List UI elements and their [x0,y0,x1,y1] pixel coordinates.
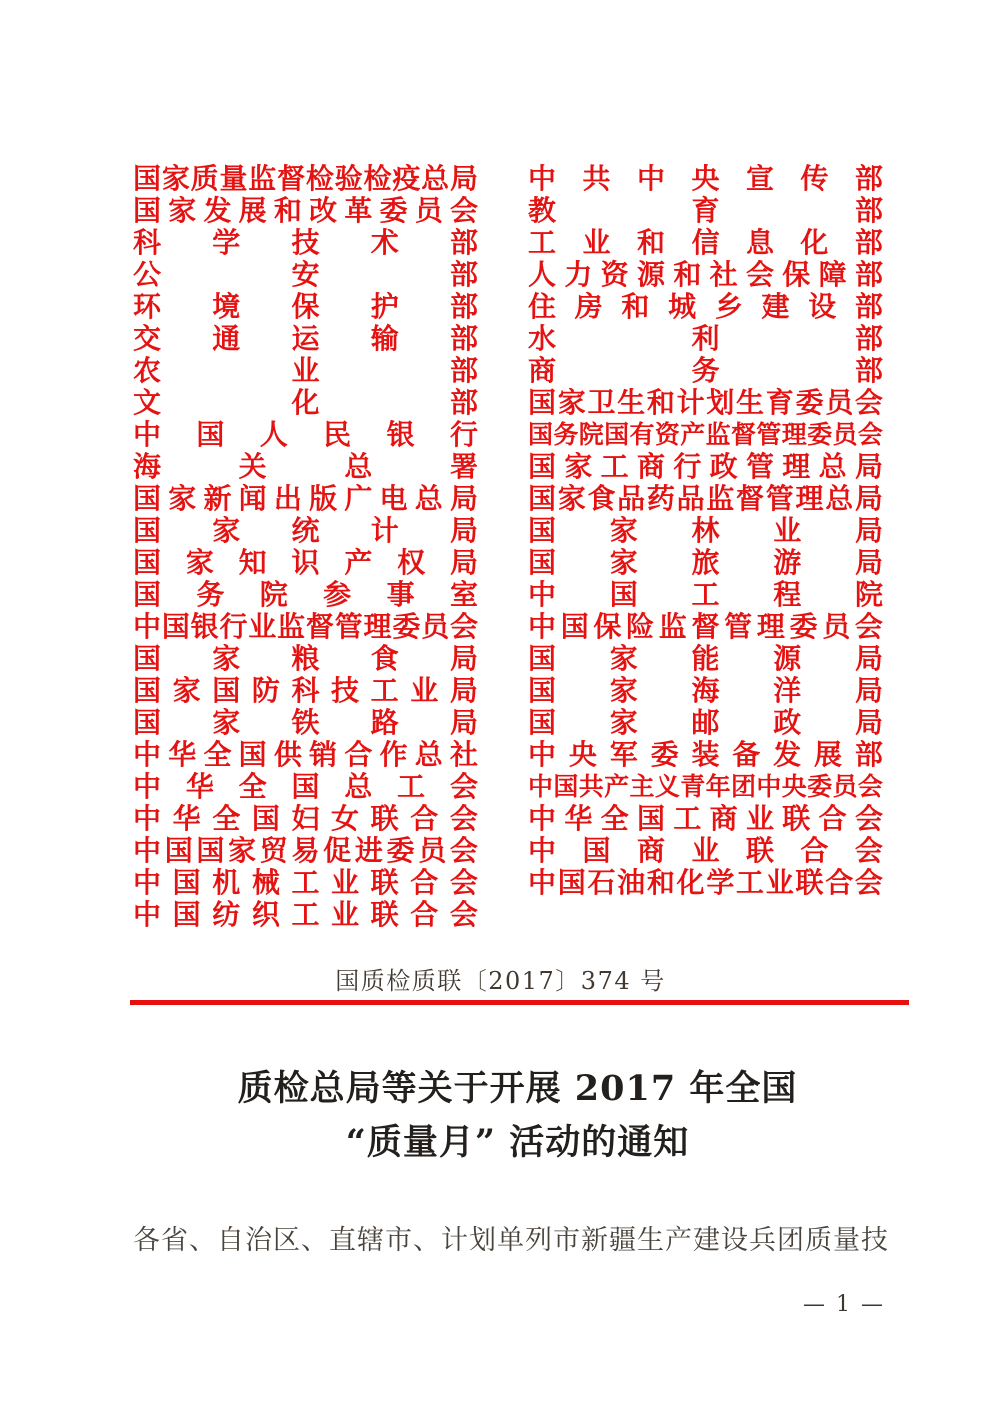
agency-row: 中 华 全 国 供 销 合 作 总 社 [133,738,478,771]
agency-row: 国 家 旅 游 局 [528,546,883,579]
agency-row: 中 国 机 械 工 业 联 合 会 [133,866,478,899]
agency-row: 国 家 卫 生 和 计 划 生 育 委 员 会 [528,386,883,419]
agency-row: 中 国 国 家 贸 易 促 进 委 员 会 [133,834,478,867]
agency-row: 国 家 能 源 局 [528,642,883,675]
agency-row: 中 国 银 行 业 监 督 管 理 委 员 会 [133,610,478,643]
agency-row: 国 家 林 业 局 [528,514,883,547]
agency-row: 教 育 部 [528,194,883,227]
agency-row: 中 央 军 委 装 备 发 展 部 [528,738,883,771]
agency-row: 交 通 运 输 部 [133,322,478,355]
agency-column-right [528,163,883,931]
agency-row: 国 家 发 展 和 改 革 委 员 会 [133,194,478,227]
red-divider-rule [130,1000,909,1005]
agency-row: 国 家 铁 路 局 [133,706,478,739]
agency-row: 国 务 院 参 事 室 [133,578,478,611]
agency-row: 中 国 商 业 联 合 会 [528,834,883,867]
agency-row: 中 国 人 民 银 行 [133,418,478,451]
agency-row: 国 家 国 防 科 技 工 业 局 [133,674,478,707]
body-text: 各省、自治区、直辖市、计划单列市新疆生产建设兵团质量技 [133,1225,889,1256]
agency-row: 国 家 工 商 行 政 管 理 总 局 [528,450,883,483]
agency-row: 住 房 和 城 乡 建 设 部 [528,290,883,323]
agency-row: 国 家 质 量 监 督 检 验 检 疫 总 局 [133,162,478,195]
agency-row: 中 华 全 国 妇 女 联 合 会 [133,802,478,835]
agency-row: 农 业 部 [133,354,478,387]
agency-row: 国 家 粮 食 局 [133,642,478,675]
agency-row: 国 家 食 品 药 品 监 督 管 理 总 局 [528,482,883,515]
agency-row: 科 学 技 术 部 [133,226,478,259]
agency-header-block [133,163,883,931]
agency-row: 中 国 共 产 主 义 青 年 团 中 央 委 员 会 [528,772,883,801]
agency-row: 国 家 海 洋 局 [528,674,883,707]
agency-row: 水 利 部 [528,322,883,355]
agency-row: 国 家 知 识 产 权 局 [133,546,478,579]
agency-row: 国 家 新 闻 出 版 广 电 总 局 [133,482,478,515]
agency-row: 人 力 资 源 和 社 会 保 障 部 [528,258,883,291]
agency-row: 工 业 和 信 息 化 部 [528,226,883,259]
agency-row: 中 华 全 国 总 工 会 [133,770,478,803]
document-title [0,1062,1001,1170]
agency-row: 中 共 中 央 宣 传 部 [528,162,883,195]
agency-row: 国 家 邮 政 局 [528,706,883,739]
agency-row: 海 关 总 署 [133,450,478,483]
agency-row: 国 家 统 计 局 [133,514,478,547]
title-line-2: “质量月” 活动的通知 [345,1122,690,1163]
agency-row: 中 国 石 油 和 化 学 工 业 联 合 会 [528,866,883,899]
doc-number: 国质检质联〔2017〕374 号 [335,967,666,995]
agency-column-left [133,163,478,931]
agency-row: 环 境 保 护 部 [133,290,478,323]
agency-row: 中 国 工 程 院 [528,578,883,611]
agency-row: 中 华 全 国 工 商 业 联 合 会 [528,802,883,835]
agency-row: 中 国 保 险 监 督 管 理 委 员 会 [528,610,883,643]
page-number: — 1 — [803,1292,885,1317]
agency-row: 国 务 院 国 有 资 产 监 督 管 理 委 员 会 [528,420,883,449]
agency-row: 商 务 部 [528,354,883,387]
agency-row: 文 化 部 [133,386,478,419]
agency-row: 中 国 纺 织 工 业 联 合 会 [133,898,478,931]
agency-row: 公 安 部 [133,258,478,291]
title-line-1: 质检总局等关于开展 2017 年全国 [237,1068,798,1109]
